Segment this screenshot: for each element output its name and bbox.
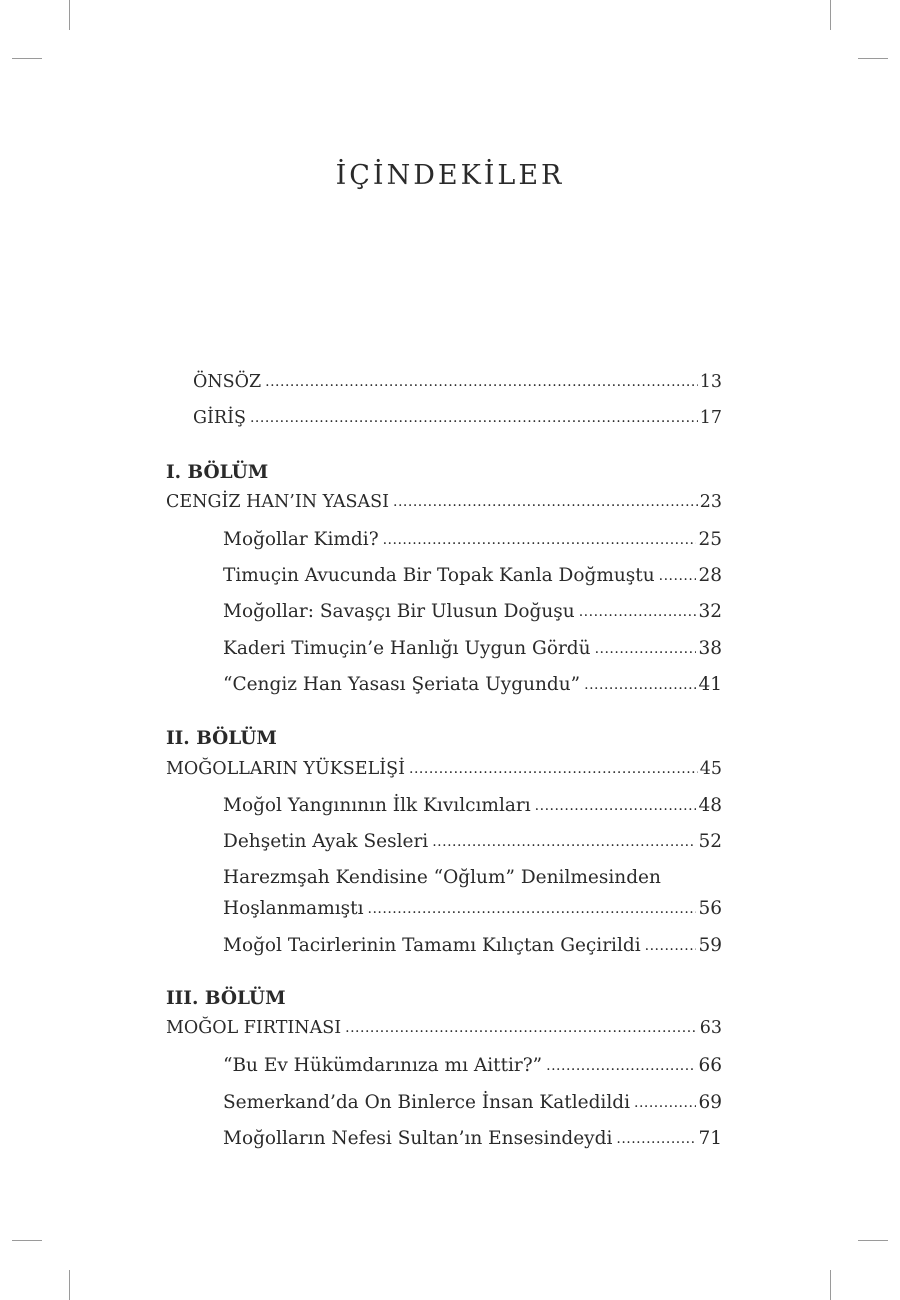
dot-leader [616, 1127, 696, 1148]
toc-entry-title: Moğol Yangınının İlk Kıvılcımları [223, 795, 531, 816]
toc-entry-title: Kaderi Timuçin’e Hanlığı Uygun Gördü [223, 638, 591, 659]
toc-entry-title: CENGİZ HAN’IN YASASI [166, 492, 390, 512]
toc-entry-title: Hoşlanmamıştı [223, 898, 364, 919]
toc-entry[interactable] [223, 674, 722, 695]
toc-part-heading[interactable] [166, 492, 722, 512]
toc-entry-title: Dehşetin Ayak Sesleri [223, 831, 429, 852]
toc-entry-title: Moğollar Kimdi? [223, 529, 379, 550]
toc-entry-page: 71 [698, 1128, 722, 1149]
dot-leader [345, 1017, 698, 1037]
toc-entry-page: 63 [699, 1018, 722, 1038]
toc-entry-page: 41 [698, 674, 722, 695]
toc-entry-title: Moğollar: Savaşçı Bir Ulusun Doğuşu [223, 601, 575, 622]
toc-entry-page: 48 [698, 795, 722, 816]
dot-leader [595, 637, 697, 658]
toc-entry[interactable] [223, 831, 722, 852]
page-title: İÇİNDEKİLER [335, 160, 565, 191]
toc-entry[interactable] [223, 1128, 722, 1149]
toc-entry-title: GİRİŞ [193, 408, 246, 428]
dot-leader [409, 758, 698, 778]
dot-leader [546, 1054, 696, 1075]
toc-entry-foreword[interactable] [193, 372, 722, 392]
toc-entry-title: Timuçin Avucunda Bir Topak Kanla Doğmuştu [223, 565, 655, 586]
dot-leader [659, 564, 697, 585]
toc-entry[interactable] [223, 795, 722, 816]
dot-leader [383, 528, 697, 549]
toc-part-heading[interactable] [166, 1018, 722, 1038]
toc-entry[interactable] [223, 529, 722, 550]
toc-entry-page: 52 [698, 831, 722, 852]
toc-entry-title: Moğol Tacirlerinin Tamamı Kılıçtan Geçirildi [223, 935, 641, 956]
part-label: I. BÖLÜM [166, 462, 269, 483]
toc-entry-page: 38 [698, 638, 722, 659]
part-label: III. BÖLÜM [166, 988, 286, 1009]
toc-entry-page: 56 [698, 898, 722, 919]
dot-leader [579, 600, 697, 621]
toc-entry-title: Semerkand’da On Binlerce İnsan Katledildi [223, 1092, 630, 1113]
toc-entry-page: 25 [698, 529, 722, 550]
toc-entry-page: 69 [698, 1092, 722, 1113]
toc-entry[interactable] [223, 1055, 722, 1076]
toc-entry-page: 59 [698, 935, 722, 956]
toc-entry[interactable] [223, 601, 722, 622]
dot-leader [584, 673, 696, 694]
toc-entry[interactable] [223, 638, 722, 659]
part-label: II. BÖLÜM [166, 728, 277, 749]
dot-leader [634, 1091, 696, 1112]
dot-leader [265, 371, 698, 391]
toc-entry-title-line1[interactable]: Harezmşah Kendisine “Oğlum” Denilmesinden [223, 867, 661, 888]
toc-entry[interactable] [223, 1092, 722, 1113]
toc-entry-introduction[interactable] [193, 408, 722, 428]
toc-entry-title: “Cengiz Han Yasası Şeriata Uygundu” [223, 674, 581, 695]
dot-leader [250, 407, 698, 427]
toc-entry-page: 17 [699, 408, 722, 428]
toc-entry-page: 28 [698, 565, 722, 586]
dot-leader [393, 491, 698, 511]
dot-leader [432, 830, 696, 851]
toc-entry-page: 23 [699, 492, 722, 512]
toc-entry-title: Moğolların Nefesi Sultan’ın Ensesindeydi [223, 1128, 613, 1149]
toc-entry-page: 32 [698, 601, 722, 622]
toc-entry-title: ÖNSÖZ [193, 372, 262, 392]
toc-entry-title: MOĞOLLARIN YÜKSELİŞİ [166, 759, 406, 779]
toc-part-heading[interactable] [166, 759, 722, 779]
toc-entry-page: 45 [699, 759, 722, 779]
toc-entry-title: MOĞOL FIRTINASI [166, 1018, 342, 1038]
dot-leader [645, 934, 697, 955]
dot-leader [535, 794, 697, 815]
toc-entry[interactable] [223, 565, 722, 586]
dot-leader [368, 897, 697, 918]
toc-entry-page: 13 [699, 372, 722, 392]
toc-entry[interactable] [223, 898, 722, 919]
toc-entry-page: 66 [698, 1055, 722, 1076]
toc-entry[interactable] [223, 935, 722, 956]
toc-entry-title: “Bu Ev Hükümdarınıza mı Aittir?” [223, 1055, 543, 1076]
